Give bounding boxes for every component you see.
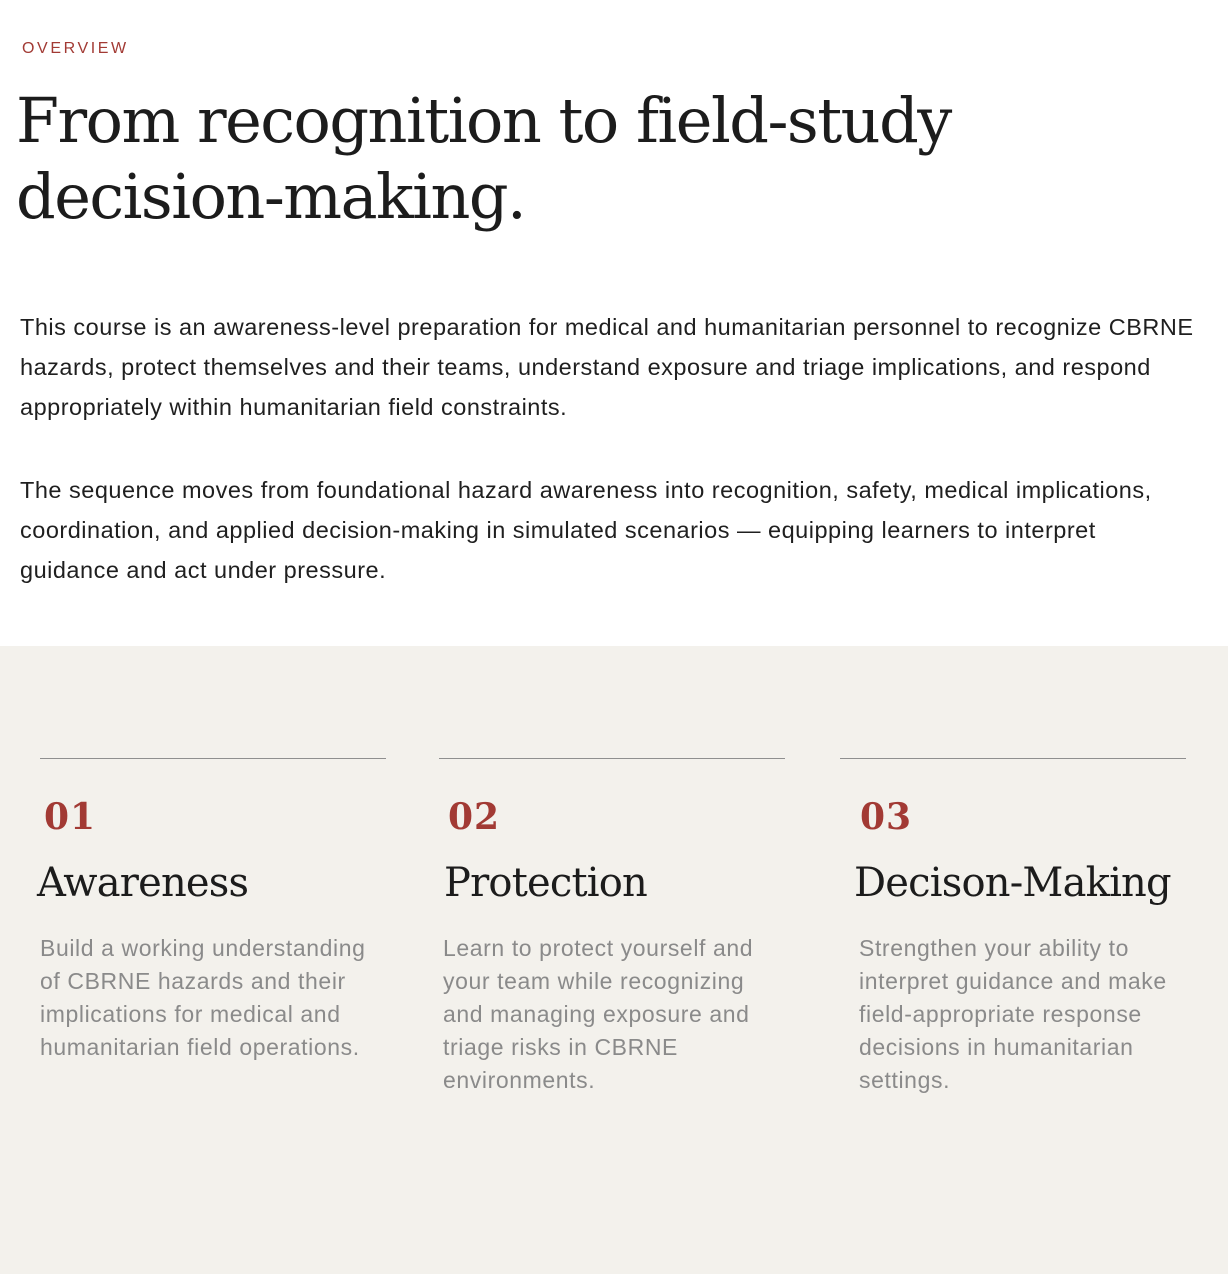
pillar-awareness [37, 758, 386, 1060]
pillar-decision-making [840, 758, 1186, 1093]
section-eyebrow: OVERVIEW [22, 40, 129, 57]
page-headline: From recognition to field-study decision-making. [16, 84, 951, 233]
pillar-title: Awareness [37, 860, 249, 906]
pillar-number: 03 [860, 796, 913, 838]
pillar-title: Decison-Making [854, 860, 1171, 906]
pillar-divider [840, 758, 1186, 759]
pillar-title: Protection [444, 860, 647, 906]
pillar-number: 02 [448, 796, 501, 838]
pillar-description: Learn to protect yourself and your team while recognizing and managing exposure and triage risks in CBRNE environments. [443, 935, 754, 1093]
pillar-protection [439, 758, 785, 1093]
intro-paragraph-2: The sequence moves from foundational hazard awareness into recognition, safety, medical implications, coordination, and applied decision-making in simulated scenarios — equipping learners to interpret guidance and act under pressure. [20, 477, 1152, 583]
pillars-section [0, 646, 1228, 1274]
pillar-description: Strengthen your ability to interpret guidance and make field-appropriate response decisions in humanitarian settings. [859, 935, 1167, 1093]
pillar-divider [439, 758, 785, 759]
intro-paragraph-1: This course is an awareness-level preparation for medical and humanitarian personnel to recognize CBRNE hazards, protect themselves and their teams, understand exposure and triage implications, and respond appropriately within humanitarian field constraints. [20, 314, 1194, 420]
pillar-divider [40, 758, 386, 759]
pillar-number: 01 [44, 796, 97, 838]
pillar-description: Build a working understanding of CBRNE hazards and their implications for medical and humanitarian field operations. [40, 935, 366, 1060]
